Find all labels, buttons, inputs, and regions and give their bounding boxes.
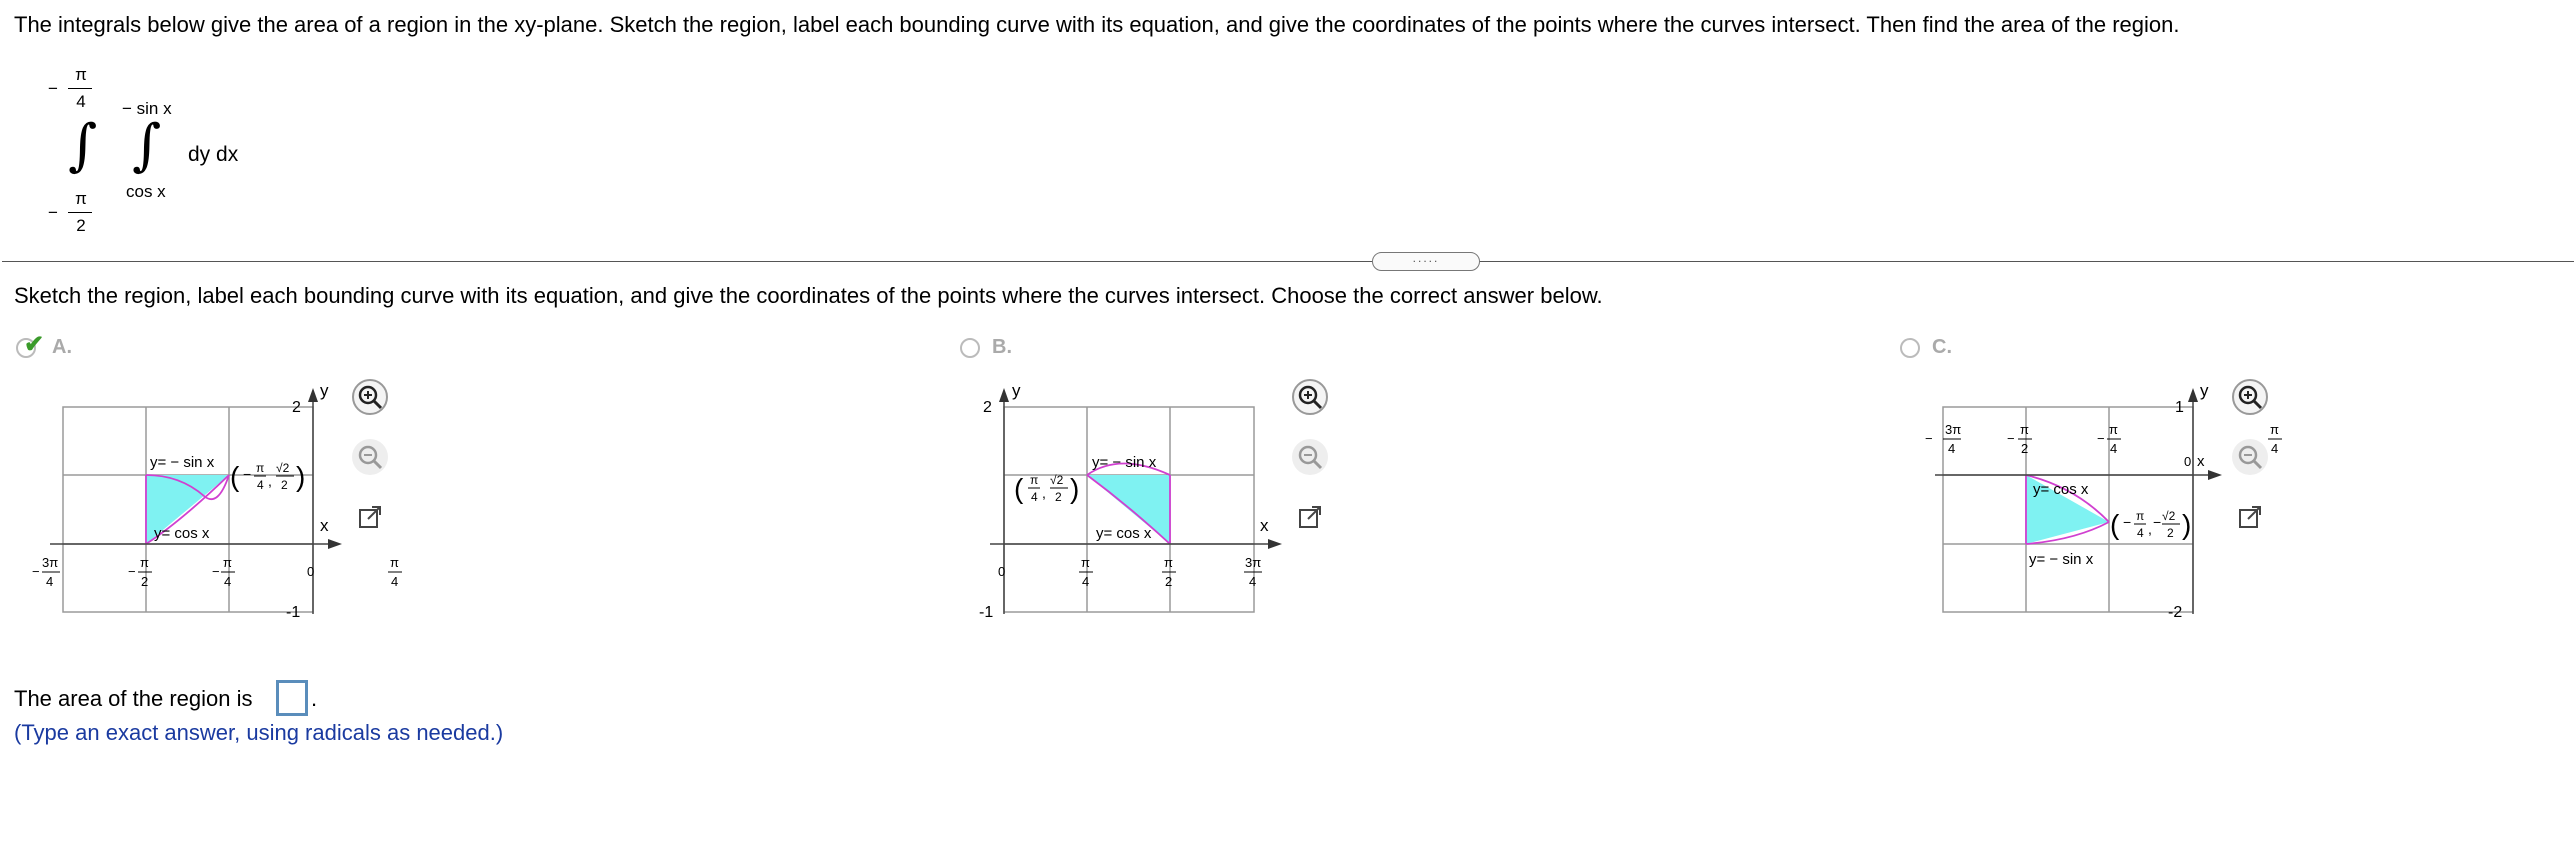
svg-text:−: − [243,466,252,482]
svg-text:4: 4 [2137,526,2144,540]
outer-lower-num: π [75,189,87,208]
graph-b-open-button[interactable] [1292,500,1328,536]
graph-a-label-upper: y= − sin x [150,454,215,471]
graph-b-y-label: y [1012,381,1021,400]
zoom-in-icon [357,384,383,410]
svg-text:): ) [2182,509,2192,540]
graph-b-y-top: 2 [983,399,992,416]
correct-check-icon: ✔ [24,331,45,358]
graph-c-y-label: y [2200,381,2209,400]
answer-suffix: . [311,686,318,711]
instruction-text: Sketch the region, label each bounding curve with its equation, and give the coordinates of the points where the curves intersect. Choose the correct answer below. [14,283,1603,308]
graph-c-open-button[interactable] [2232,500,2268,536]
svg-text:2: 2 [2167,526,2174,540]
graph-b-tick-labels [998,555,1262,589]
graph-a-grid [63,407,313,612]
svg-text:2: 2 [2021,441,2029,456]
graph-c-label-upper: y= cos x [2033,481,2089,498]
svg-text:−: − [2153,514,2162,530]
option-a[interactable] [14,331,84,366]
svg-text:−: − [2007,431,2015,446]
graph-a-tick-labels [32,555,402,589]
splitter-handle[interactable]: ..... [1372,252,1480,271]
zoom-out-icon [1297,444,1323,470]
svg-text:3π: 3π [1245,555,1262,570]
zoom-out-icon [2237,444,2263,470]
outer-upper-num: π [75,65,87,84]
svg-text:−: − [2123,514,2132,530]
outer-upper-sign: − [48,79,58,98]
graph-c-label-lower: y= − sin x [2029,551,2094,568]
svg-text:4: 4 [46,574,54,589]
svg-text:π: π [390,555,399,570]
svg-text:π: π [2136,509,2145,523]
graph-c-tick-labels [1925,422,2282,469]
inner-upper-bound: − sin x [122,99,172,118]
option-c[interactable] [1898,336,1968,366]
graph-a-y-top: 2 [292,399,301,416]
outer-upper-den: 4 [76,92,86,111]
svg-text:2: 2 [281,478,288,492]
graph-b-x-label: x [1260,516,1269,535]
graph-b-label-upper: y= − sin x [1092,454,1157,471]
svg-text:−: − [1925,431,1933,446]
svg-text:π: π [256,461,265,475]
svg-text:): ) [1070,473,1080,504]
svg-text:π: π [2270,422,2279,437]
svg-text:4: 4 [1031,490,1038,504]
zoom-in-icon [2237,384,2263,410]
svg-text:−: − [2097,431,2105,446]
svg-text:,: , [2148,521,2152,537]
inner-lower-bound: cos x [126,182,166,201]
svg-text:0: 0 [2184,454,2192,469]
svg-text:2: 2 [1055,490,1062,504]
graph-b [970,372,1310,632]
graph-a-y-bottom: -1 [286,604,301,621]
option-a-label: A. [52,336,72,358]
differentials: dy dx [188,143,239,166]
graph-a-label-lower: y= cos x [154,525,210,542]
svg-text:): ) [296,461,306,492]
graph-a-x-label: x [320,516,329,535]
svg-text:4: 4 [2271,441,2279,456]
answer-prompt: The area of the region is [14,686,253,711]
svg-text:√2: √2 [276,461,290,475]
graph-c-zoom-in-button[interactable] [2232,379,2268,415]
graph-b-point-label [1014,473,1079,504]
graph-c-point-label [2110,509,2191,540]
svg-text:π: π [223,555,232,570]
graph-b-zoom-in-button[interactable] [1292,379,1328,415]
svg-text:2: 2 [1165,574,1173,589]
answer-hint: (Type an exact answer, using radicals as needed.) [14,720,504,745]
svg-text:(: ( [230,461,240,492]
svg-text:−: − [32,564,40,579]
option-b-radio[interactable] [960,338,980,358]
graph-c-zoom-out-button[interactable] [2232,439,2268,475]
open-new-window-icon [357,505,383,531]
svg-text:(: ( [2110,509,2120,540]
svg-text:4: 4 [257,478,264,492]
graph-b-label-lower: y= cos x [1096,525,1152,542]
svg-text:4: 4 [391,574,399,589]
outer-lower-den: 2 [76,216,86,235]
zoom-in-icon [1297,384,1323,410]
svg-text:√2: √2 [1050,473,1064,487]
svg-text:0: 0 [998,564,1006,579]
svg-text:−: − [212,564,220,579]
svg-text:(: ( [1014,473,1024,504]
outer-integral-sign: ∫ [68,113,98,178]
graph-a-zoom-in-button[interactable] [352,379,388,415]
graph-a-open-button[interactable] [352,500,388,536]
question-text: The integrals below give the area of a region in the xy-plane. Sketch the region, label each bounding curve with its equation, and give the coordinates of the points where the curves intersect. Then find the area of the region. [14,12,2180,37]
graph-c-x-label: x [2197,453,2205,470]
svg-text:,: , [268,473,272,489]
graph-c-y-bottom: -2 [2168,604,2183,621]
integral-expression [40,60,280,240]
svg-text:π: π [1081,555,1090,570]
svg-text:2: 2 [141,574,149,589]
graph-a-y-label: y [320,381,329,400]
svg-text:0: 0 [307,564,315,579]
svg-text:π: π [2020,422,2029,437]
area-answer-input[interactable] [276,680,308,716]
svg-text:4: 4 [1948,441,1956,456]
option-c-radio[interactable] [1900,338,1920,358]
svg-text:−: − [128,564,136,579]
section-divider [2,261,2574,262]
outer-lower-sign: − [48,203,58,222]
svg-text:3π: 3π [1945,422,1962,437]
graph-b-y-bottom: -1 [979,604,994,621]
svg-text:3π: 3π [42,555,59,570]
zoom-out-icon [357,444,383,470]
svg-text:π: π [140,555,149,570]
open-new-window-icon [2237,505,2263,531]
option-b[interactable] [958,336,1028,366]
graph-a-point-label [230,461,305,492]
svg-text:4: 4 [1249,574,1257,589]
option-c-label: C. [1932,336,1952,358]
graph-a-zoom-out-button[interactable] [352,439,388,475]
svg-text:,: , [1042,485,1046,501]
svg-text:π: π [1164,555,1173,570]
graph-b-zoom-out-button[interactable] [1292,439,1328,475]
svg-text:√2: √2 [2162,509,2176,523]
svg-text:π: π [2109,422,2118,437]
svg-text:4: 4 [1082,574,1090,589]
inner-integral-sign: ∫ [132,113,162,178]
svg-text:4: 4 [2110,441,2118,456]
svg-text:π: π [1030,473,1039,487]
graph-c-y-top: 1 [2175,399,2184,416]
svg-text:4: 4 [224,574,232,589]
option-b-label: B. [992,336,1012,358]
open-new-window-icon [1297,505,1323,531]
